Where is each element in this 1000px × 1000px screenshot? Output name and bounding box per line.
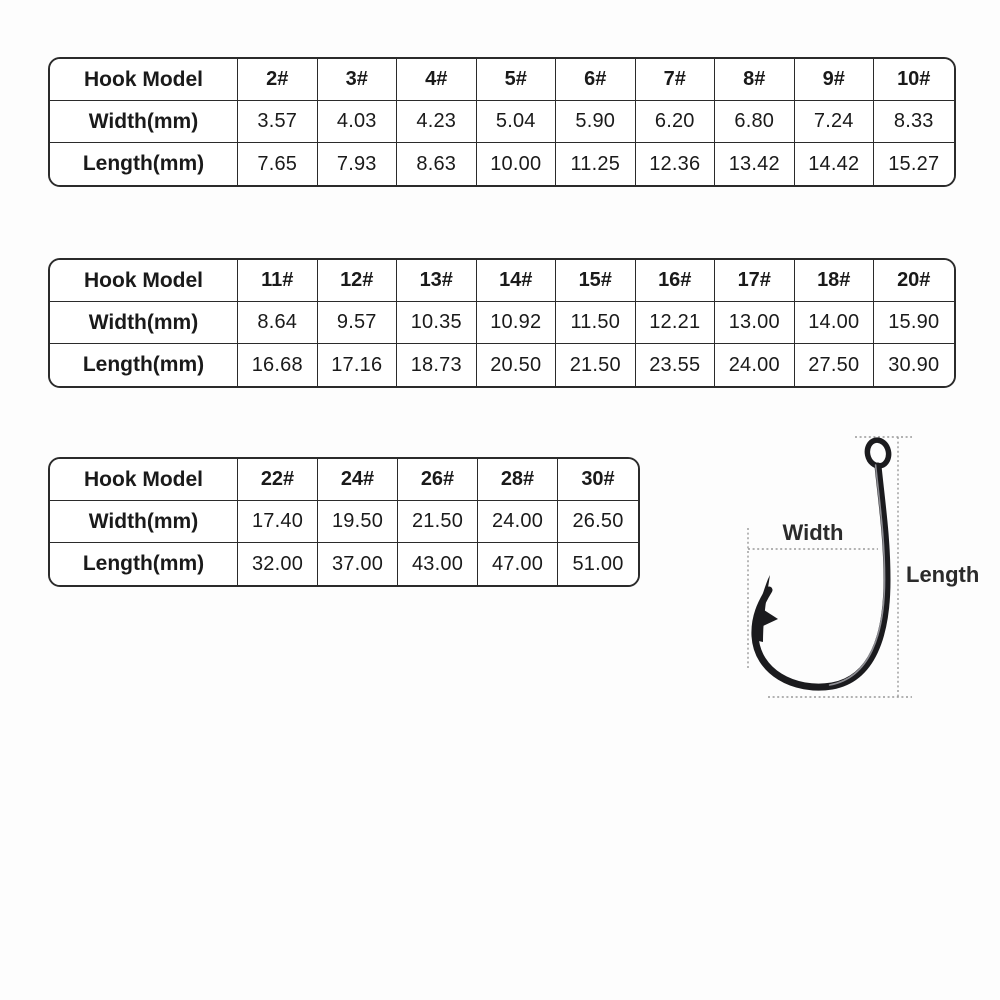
row-label: Width(mm) xyxy=(50,501,238,543)
hook-model-cell: 3# xyxy=(318,59,398,101)
length-cell: 16.68 xyxy=(238,344,318,386)
length-cell: 14.42 xyxy=(795,143,875,185)
hook-model-cell: 2# xyxy=(238,59,318,101)
width-cell: 6.80 xyxy=(715,101,795,143)
hook-model-cell: 12# xyxy=(318,260,398,302)
hook-model-cell: 16# xyxy=(636,260,716,302)
length-cell: 24.00 xyxy=(715,344,795,386)
length-cell: 17.16 xyxy=(318,344,398,386)
length-cell: 15.27 xyxy=(874,143,954,185)
hook-barb xyxy=(763,610,778,626)
length-cell: 12.36 xyxy=(636,143,716,185)
width-cell: 19.50 xyxy=(318,501,398,543)
hook-model-cell: 13# xyxy=(397,260,477,302)
length-cell: 8.63 xyxy=(397,143,477,185)
width-cell: 8.64 xyxy=(238,302,318,344)
row-label: Length(mm) xyxy=(50,344,238,386)
width-cell: 24.00 xyxy=(478,501,558,543)
hook-model-cell: 18# xyxy=(795,260,875,302)
width-cell: 26.50 xyxy=(558,501,638,543)
length-cell: 10.00 xyxy=(477,143,557,185)
width-cell: 10.35 xyxy=(397,302,477,344)
hook-model-cell: 28# xyxy=(478,459,558,501)
hook-model-cell: 24# xyxy=(318,459,398,501)
hook-model-cell: 5# xyxy=(477,59,557,101)
length-cell: 27.50 xyxy=(795,344,875,386)
length-cell: 18.73 xyxy=(397,344,477,386)
length-cell: 7.93 xyxy=(318,143,398,185)
length-cell: 37.00 xyxy=(318,543,398,585)
width-cell: 6.20 xyxy=(636,101,716,143)
width-cell: 14.00 xyxy=(795,302,875,344)
length-cell: 21.50 xyxy=(556,344,636,386)
row-label: Width(mm) xyxy=(50,101,238,143)
length-cell: 7.65 xyxy=(238,143,318,185)
width-cell: 12.21 xyxy=(636,302,716,344)
hook-size-table-2 xyxy=(48,258,956,388)
length-cell: 13.42 xyxy=(715,143,795,185)
length-cell: 11.25 xyxy=(556,143,636,185)
length-cell: 20.50 xyxy=(477,344,557,386)
hook-model-cell: 15# xyxy=(556,260,636,302)
width-cell: 13.00 xyxy=(715,302,795,344)
hook-model-cell: 10# xyxy=(874,59,954,101)
hook-model-cell: 30# xyxy=(558,459,638,501)
row-label: Hook Model xyxy=(50,260,238,302)
width-cell: 10.92 xyxy=(477,302,557,344)
width-cell: 21.50 xyxy=(398,501,478,543)
length-cell: 51.00 xyxy=(558,543,638,585)
hook-model-cell: 9# xyxy=(795,59,875,101)
hook-size-table-3 xyxy=(48,457,640,587)
length-cell: 47.00 xyxy=(478,543,558,585)
length-dimension-label: Length xyxy=(906,562,980,587)
width-cell: 4.03 xyxy=(318,101,398,143)
hook-model-cell: 11# xyxy=(238,260,318,302)
hook-model-cell: 17# xyxy=(715,260,795,302)
width-cell: 15.90 xyxy=(874,302,954,344)
hook-model-cell: 4# xyxy=(397,59,477,101)
width-cell: 9.57 xyxy=(318,302,398,344)
hook-size-table-1 xyxy=(48,57,956,187)
hook-wire xyxy=(755,466,887,687)
length-cell: 23.55 xyxy=(636,344,716,386)
row-label: Length(mm) xyxy=(50,143,238,185)
row-label: Length(mm) xyxy=(50,543,238,585)
row-label: Hook Model xyxy=(50,459,238,501)
width-cell: 3.57 xyxy=(238,101,318,143)
width-cell: 4.23 xyxy=(397,101,477,143)
width-dimension-label: Width xyxy=(782,520,844,545)
row-label: Hook Model xyxy=(50,59,238,101)
fish-hook-icon xyxy=(754,438,891,687)
length-cell: 32.00 xyxy=(238,543,318,585)
width-cell: 17.40 xyxy=(238,501,318,543)
row-label: Width(mm) xyxy=(50,302,238,344)
hook-model-cell: 20# xyxy=(874,260,954,302)
width-cell: 7.24 xyxy=(795,101,875,143)
width-cell: 5.90 xyxy=(556,101,636,143)
hook-model-cell: 14# xyxy=(477,260,557,302)
hook-model-cell: 22# xyxy=(238,459,318,501)
width-cell: 5.04 xyxy=(477,101,557,143)
hook-model-cell: 8# xyxy=(715,59,795,101)
hook-measurement-diagram xyxy=(720,420,1000,720)
hook-model-cell: 6# xyxy=(556,59,636,101)
width-cell: 11.50 xyxy=(556,302,636,344)
hook-model-cell: 7# xyxy=(636,59,716,101)
length-cell: 30.90 xyxy=(874,344,954,386)
length-cell: 43.00 xyxy=(398,543,478,585)
width-cell: 8.33 xyxy=(874,101,954,143)
hook-model-cell: 26# xyxy=(398,459,478,501)
